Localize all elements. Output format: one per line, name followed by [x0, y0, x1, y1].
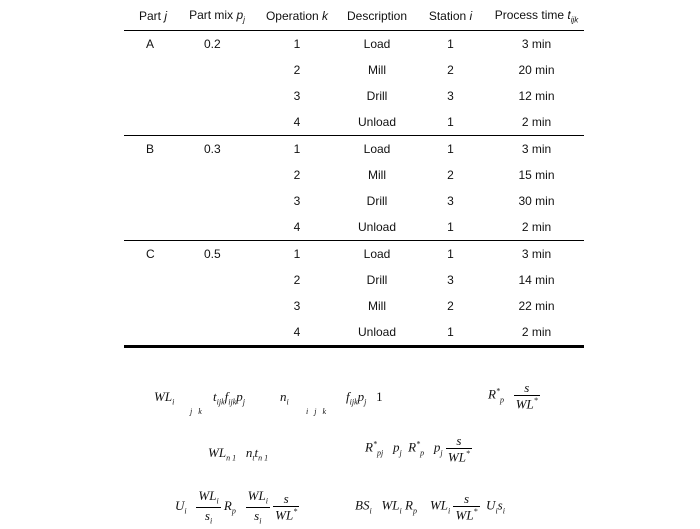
operation-cell: 3	[293, 194, 301, 208]
station-cell: 2	[447, 168, 454, 182]
table-row	[124, 162, 584, 188]
description-cell: Load	[363, 37, 391, 51]
max-production-rate-equation: $R^*_p$ $\frac{s}{WL^*}$	[488, 380, 538, 412]
part-group-c	[124, 241, 584, 347]
operation-cell: 2	[293, 168, 301, 182]
utilization-equation: $U_i$ $\frac{WL_i}{s_i}$ $R_p$ $\frac{WL_i}{s_i}$ $\frac{s}{WL^*}$	[175, 488, 298, 526]
operation-cell: 1	[293, 142, 301, 156]
station-cell: 1	[447, 115, 454, 129]
description-cell: Load	[363, 247, 391, 261]
part-cell: B	[146, 142, 155, 156]
operation-cell: 2	[293, 273, 301, 287]
process-time-cell: 2 min	[521, 115, 552, 129]
table-row	[124, 214, 584, 241]
table-row	[124, 241, 584, 268]
busy-servers-equation: $BS_i$ $WL_i$ $R_p$ $WL_i$ $\frac{s}{WL^*}$ $U_is_i$	[355, 491, 505, 523]
operation-cell: 1	[293, 247, 301, 261]
station-cell: 1	[447, 37, 454, 51]
table-row	[124, 83, 584, 109]
table-row	[124, 267, 584, 293]
station-cell: 3	[447, 194, 454, 208]
operation-cell: 2	[293, 63, 301, 77]
station-cell: 1	[447, 325, 454, 339]
description-cell: Load	[363, 142, 391, 156]
process-time-cell: 2 min	[521, 220, 552, 234]
operation-cell: 4	[293, 325, 301, 339]
description-cell: Mill	[368, 63, 386, 77]
process-time-cell: 20 min	[518, 63, 555, 77]
part-cell: A	[146, 37, 155, 51]
description-cell: Unload	[357, 220, 397, 234]
description-cell: Drill	[366, 89, 388, 103]
header-station: Station i	[428, 9, 473, 23]
header-process-time: Process time $t_{ijk}$	[494, 7, 579, 25]
part-mix-cell: 0.5	[204, 247, 221, 261]
process-plan-table-container	[124, 2, 584, 348]
workload-summation-terms: $t_{ijk}f_{ijk}p_j$	[213, 389, 245, 407]
table-row	[124, 109, 584, 136]
station-cell: 1	[447, 220, 454, 234]
description-cell: Drill	[366, 273, 388, 287]
part-group-a	[124, 31, 584, 136]
process-time-cell: 15 min	[518, 168, 555, 182]
process-time-cell: 3 min	[521, 142, 552, 156]
part-mix-cell: 0.3	[204, 142, 221, 156]
table-row	[124, 188, 584, 214]
process-time-cell: 3 min	[521, 37, 552, 51]
operation-cell: 1	[293, 37, 301, 51]
table-row	[124, 31, 584, 58]
station-cell: 1	[447, 142, 454, 156]
station-cell: 3	[447, 273, 454, 287]
header-description: Description	[346, 9, 408, 23]
table-row	[124, 136, 584, 163]
normalization-term: $f_{ijk}p_j$ 1	[346, 389, 383, 407]
station-cell: 1	[447, 247, 454, 261]
process-time-cell: 3 min	[521, 247, 552, 261]
part-cell: C	[146, 247, 155, 261]
summation-index-j: j k	[190, 407, 202, 416]
part-group-b	[124, 136, 584, 241]
process-time-cell: 12 min	[518, 89, 555, 103]
table-header-row	[124, 2, 584, 31]
table-row	[124, 57, 584, 83]
description-cell: Drill	[366, 194, 388, 208]
operation-cell: 3	[293, 299, 301, 313]
station-cell: 2	[447, 299, 454, 313]
process-plan-table	[124, 2, 584, 348]
part-production-rate-equation: $R^*_{pj}$ $p_j$ $R^*_p$ $p_j$ $\frac{s}{WL^*}$	[365, 433, 470, 465]
workload-equation: $WL_i$	[154, 389, 175, 407]
summation-index-ijk: i j k	[306, 407, 326, 416]
part-mix-cell: 0.2	[204, 37, 221, 51]
station-count-term: $n_i$	[280, 389, 289, 407]
description-cell: Mill	[368, 168, 386, 182]
operation-cell: 4	[293, 115, 301, 129]
table-row	[124, 293, 584, 319]
process-time-cell: 2 min	[521, 325, 552, 339]
description-cell: Unload	[357, 325, 397, 339]
description-cell: Unload	[357, 115, 397, 129]
process-time-cell: 30 min	[518, 194, 555, 208]
description-cell: Mill	[368, 299, 386, 313]
header-part-mix: Part mix $p_j$	[189, 7, 245, 25]
transport-workload-equation: $WL_{n 1}$ $n_tt_{n 1}$	[208, 445, 269, 463]
station-cell: 3	[447, 89, 454, 103]
station-cell: 2	[447, 63, 454, 77]
table-row	[124, 319, 584, 347]
operation-cell: 3	[293, 89, 301, 103]
header-part: Part j	[138, 9, 168, 23]
header-operation: Operation k	[265, 9, 329, 23]
operation-cell: 4	[293, 220, 301, 234]
process-time-cell: 22 min	[518, 299, 555, 313]
process-time-cell: 14 min	[518, 273, 555, 287]
